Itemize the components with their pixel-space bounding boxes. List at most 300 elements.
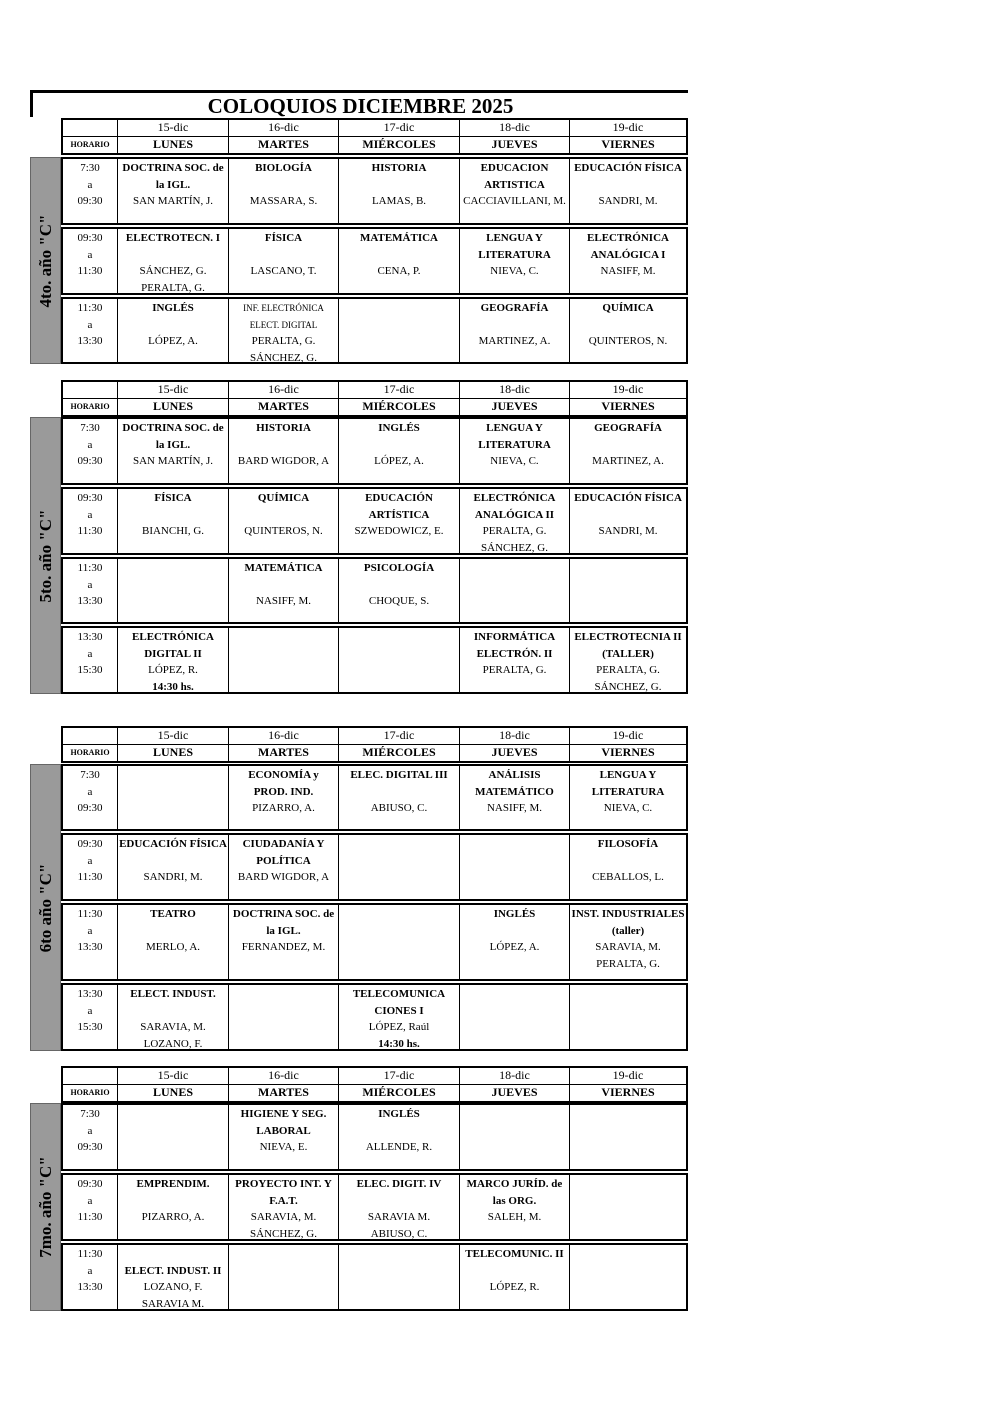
horario-label: HORARIO [70,1088,110,1097]
teacher-line: SARAVIA, M. [595,941,661,953]
year-label [30,157,61,364]
time-cell [63,489,117,553]
corner-cell [63,728,117,744]
teacher-line: MERLO, A. [145,941,201,953]
teacher-line: SANDRI, M. [598,195,658,207]
time-line: 11:30 [77,1211,103,1223]
teacher-line: FERNANDEZ, M. [241,941,326,953]
subject-line: FÍSICA [154,492,192,504]
teacher-line [339,784,459,801]
schedule-cell [117,419,228,483]
day-cell: MIÉRCOLES [338,1085,459,1101]
horario-label: HORARIO [70,402,110,411]
schedule-cell [338,159,459,223]
subject-line: DIGITAL II [144,647,202,660]
teacher-line: SAN MARTÍN, J. [132,195,213,207]
day-cell: VIERNES [569,399,686,415]
day-cell: JUEVES [459,745,569,761]
time-slot-row [61,1103,688,1171]
subject-line: PROYECTO INT. Y [235,1178,332,1190]
teacher-line [339,1123,459,1140]
subject-line: TELECOMUNICA [352,988,446,1000]
teacher-line: SAN MARTÍN, J. [132,455,213,467]
schedule-cell [228,489,338,553]
subject-line: FILOSOFÍA [597,838,659,850]
time-line: a [87,785,93,798]
subject-line: POLÍTICA [256,854,311,867]
subject-line: MARCO JURÍD. de [466,1178,563,1190]
time-slot-row [61,417,688,485]
schedule-cell [459,419,569,483]
day-cell: MARTES [228,137,338,153]
subject-line: EDUCACIÓN [365,492,433,504]
time-line: 09:30 [77,1178,103,1190]
time-line: a [87,578,93,591]
time-cell [63,835,117,899]
subject-line: ANALÓGICA I [590,248,666,261]
schedule-cell [117,559,228,622]
schedule-cell [569,1105,686,1169]
teacher-line [570,853,686,870]
schedule-cell [459,299,569,362]
subject-line: la IGL. [266,924,301,937]
schedule-cell [338,559,459,622]
time-line: a [87,248,93,261]
schedule-cell [228,766,338,829]
schedule-cell [228,1245,338,1309]
schedule-cell [338,628,459,692]
teacher-line: QUINTEROS, N. [588,335,668,347]
subject-line: ANÁLISIS [488,769,541,781]
teacher-line [118,247,228,264]
year-label-text: 7mo. año "C" [35,1156,55,1258]
time-slot-row [61,764,688,831]
schedule-cell [338,766,459,829]
subject-line: ELECTRÓN. II [476,647,553,660]
teacher-line [339,247,459,264]
schedule-cell [569,1175,686,1239]
date-cell: 18-dic [459,1068,569,1084]
schedule-cell [569,159,686,223]
teacher-line: NIEVA, C. [490,455,539,467]
subject-line: ELECTROTECN. I [125,232,221,244]
day-row [63,136,686,153]
date-row [63,1068,686,1084]
teacher-line [339,437,459,454]
subject-line: INFORMÁTICA [473,631,556,643]
schedule-cell [459,559,569,622]
year-label [30,417,61,694]
subject-line: FÍSICA [264,232,303,244]
time-cell [63,628,117,692]
schedule-cell [228,628,338,692]
teacher-line: LÓPEZ, R. [148,664,198,676]
schedule-cell [569,419,686,483]
teacher-line: CHOQUE, S. [368,595,430,607]
subject-line: INGLÉS [378,422,420,434]
teacher-line: SANDRI, M. [143,871,203,883]
teacher-line: NASIFF, M. [486,802,543,814]
time-slot-row [61,557,688,624]
date-cell: 19-dic [569,728,686,744]
date-cell: 15-dic [117,1068,228,1084]
subject-line: EDUCACION [480,162,549,174]
time-line: 7:30 [80,769,100,781]
subject-line: (TALLER) [602,647,654,660]
schedule-cell [117,229,228,293]
day-cell: MARTES [228,745,338,761]
teacher-line: PERALTA, G. [596,664,660,676]
teacher-line: NIEVA, E. [259,1141,308,1153]
teacher-line [118,853,228,870]
teacher-line [118,1003,228,1020]
teacher-line: CACCIAVILLANI, M. [463,195,566,207]
time-line: 13:30 [77,595,103,607]
teacher-line: SÁNCHEZ, G. [139,265,207,277]
schedule-cell [117,1105,228,1169]
time-line: 13:30 [77,631,103,643]
subject-line: TELECOMUNIC. II [465,1248,564,1260]
schedule-cell [228,985,338,1049]
day-cell: LUNES [117,745,228,761]
date-cell: 19-dic [569,382,686,398]
schedule-cell [459,1105,569,1169]
schedule-cell [338,1245,459,1309]
teacher-line [570,317,686,334]
day-cell: VIERNES [569,1085,686,1101]
subject-line: DOCTRINA SOC. de [232,908,335,920]
teacher-line: LOZANO, F. [143,1037,203,1049]
teacher-line [229,177,338,194]
schedule-cell [569,628,686,692]
subject-line: HISTORIA [256,422,311,434]
subject-line: TEATRO [150,908,196,920]
date-cell: 18-dic [459,728,569,744]
schedule-cell [459,628,569,692]
date-cell: 19-dic [569,1068,686,1084]
subject-line: LITERATURA [591,785,665,798]
time-cell [63,905,117,979]
date-row [63,728,686,744]
subject-line: EDUCACIÓN FÍSICA [119,838,227,850]
time-line: 11:30 [77,525,103,537]
teacher-line [570,507,686,524]
date-cell: 16-dic [228,1068,338,1084]
schedule-cell [569,905,686,979]
teacher-line [118,317,228,334]
corner-cell [63,382,117,398]
date-cell: 18-dic [459,382,569,398]
time-cell [63,419,117,483]
teacher-line: LASCANO, T. [250,265,317,277]
time-line: 09:30 [77,1141,103,1153]
day-cell: LUNES [117,1085,228,1101]
horario-label: HORARIO [70,140,110,149]
time-line: 11:30 [77,302,103,314]
schedule-cell [228,419,338,483]
header-table [61,118,688,155]
teacher-line: PERALTA, G. [251,335,316,347]
teacher-line: SARAVIA, M. [140,1021,206,1033]
time-line: a [87,318,93,331]
date-cell: 17-dic [338,382,459,398]
teacher-line: SZWEDOWICZ, E. [354,525,444,537]
time-line: a [87,1194,93,1207]
date-cell: 15-dic [117,382,228,398]
teacher-line: LÓPEZ, Raúl [368,1021,430,1033]
subject-line: CIONES I [374,1004,424,1017]
subject-line: EMPRENDIM. [136,1178,210,1190]
teacher-line [339,577,459,594]
day-cell: VIERNES [569,137,686,153]
teacher-line: BIANCHI, G. [141,525,205,537]
subject-line: MATEMÁTICA [359,232,438,244]
schedule-cell [569,985,686,1049]
schedule-cell [338,905,459,979]
schedule-cell [459,159,569,223]
teacher-line: CENA, P. [377,265,421,277]
horario-label: HORARIO [70,748,110,757]
time-line: 09:30 [77,802,103,814]
schedule-cell [459,766,569,829]
teacher-line: ABIUSO, C. [370,1227,428,1239]
subject-line: QUÍMICA [257,492,310,504]
schedule-cell [569,299,686,362]
teacher-line: CEBALLOS, L. [592,871,664,883]
year-label [30,764,61,1051]
day-cell: JUEVES [459,137,569,153]
subject-line: ELECTRÓNICA [587,232,669,244]
teacher-line [460,1263,569,1280]
subject-line: ELEC. DIGIT. IV [356,1178,442,1190]
year-label-text: 6to año "C" [35,863,55,952]
time-line: a [87,647,93,660]
schedule-cell [228,559,338,622]
subject-line: 14:30 hs. [378,1037,420,1049]
teacher-line: SÁNCHEZ, G. [250,1227,317,1239]
teacher-line [229,507,338,524]
teacher-line: SANDRI, M. [598,525,658,537]
subject-line: INGLÉS [493,908,536,920]
teacher-line: SÁNCHEZ, G. [250,351,317,362]
time-line: a [87,178,93,191]
schedule-cell [569,229,686,293]
time-line: a [87,924,93,937]
teacher-line [118,507,228,524]
teacher-line: ABIUSO, C. [370,802,428,814]
time-line: 7:30 [80,1108,100,1120]
time-line: 11:30 [77,265,103,277]
subject-line: ECONOMÍA y [248,769,319,781]
subject-line: GEOGRAFÍA [480,302,549,314]
schedule-cell [228,1105,338,1169]
teacher-line: LÓPEZ, A. [374,455,424,467]
day-row [63,398,686,415]
subject-line: ELECT. INDUST. [130,988,216,1000]
subject-line: INGLÉS [378,1108,420,1120]
subject-line: CIUDADANÍA Y [242,838,325,850]
schedule-cell [569,489,686,553]
day-cell: MARTES [228,1085,338,1101]
teacher-line [339,177,459,194]
date-cell: 17-dic [338,728,459,744]
day-cell: MARTES [228,399,338,415]
schedule-cell [338,835,459,899]
teacher-line: QUINTEROS, N. [244,525,323,537]
schedule-cell [459,1175,569,1239]
teacher-line: INF. ELECTRÓNICA [243,303,324,313]
time-slot-row [61,1243,688,1311]
subject-line: LENGUA Y [486,232,543,244]
teacher-line [339,1193,459,1210]
day-cell: LUNES [117,137,228,153]
subject-line: ELEC. DIGITAL III [350,769,448,781]
time-slot-row [61,903,688,981]
time-line: 13:30 [77,1281,103,1293]
teacher-line: LOZANO, F. [143,1281,203,1293]
time-line: a [87,1264,93,1277]
subject-line: ARTÍSTICA [368,508,430,521]
date-cell: 19-dic [569,120,686,136]
subject-line: BIOLOGÍA [255,162,312,174]
schedule-cell [117,159,228,223]
teacher-line: NIEVA, C. [603,802,653,814]
schedule-cell [338,299,459,362]
subject-line: MATEMÁTICO [475,785,554,798]
subject-line: INGLÉS [152,302,194,314]
teacher-line: PIZARRO, A. [252,802,315,814]
subject-line: LITERATURA [478,248,551,261]
time-line: 7:30 [80,162,100,174]
schedule-cell [459,489,569,553]
teacher-line [570,177,686,194]
schedule-cell [569,766,686,829]
time-slot-row [61,487,688,555]
schedule-cell [338,1105,459,1169]
date-row [63,382,686,398]
time-cell [63,159,117,223]
date-row [63,120,686,136]
teacher-line: LAMAS, B. [371,195,427,207]
time-line: 15:30 [77,664,103,676]
date-cell: 16-dic [228,382,338,398]
time-line: 7:30 [80,422,100,434]
schedule-cell [117,905,228,979]
subject-line: ELECTRÓNICA [132,631,214,643]
schedule-cell [459,229,569,293]
teacher-line: SÁNCHEZ, G. [481,541,548,553]
header-table [61,380,688,417]
time-line: 09:30 [77,492,103,504]
subject-line: 14:30 hs. [152,680,194,692]
subject-line: HISTORIA [371,162,427,174]
schedule-cell [117,1245,228,1309]
schedule-cell [338,419,459,483]
subject-line: la IGL. [155,178,191,191]
teacher-line: PERALTA, G. [596,957,660,970]
teacher-line: SARAVIA M. [141,1297,205,1309]
day-cell: MIÉRCOLES [338,745,459,761]
schedule-cell [117,835,228,899]
day-cell: JUEVES [459,399,569,415]
date-cell: 15-dic [117,120,228,136]
time-line: 09:30 [77,838,103,850]
year-label [30,1103,61,1311]
schedule-cell [569,559,686,622]
teacher-line: SARAVIA M. [367,1211,431,1223]
schedule-cell [569,1245,686,1309]
subject-line: las ORG. [492,1194,537,1207]
teacher-line: NASIFF, M. [255,595,312,607]
teacher-line: SARAVIA, M. [250,1211,317,1223]
subject-line: INST. INDUSTRIALES [571,908,685,920]
teacher-line: LÓPEZ, R. [489,1281,540,1293]
time-slot-row [61,227,688,295]
time-line: a [87,1004,93,1017]
date-cell: 17-dic [338,120,459,136]
subject-line: ARTISTICA [484,178,545,191]
schedule-cell [117,1175,228,1239]
time-slot-row [61,1173,688,1241]
corner-cell [63,1068,117,1084]
schedule-cell [338,489,459,553]
subject-line: DOCTRINA SOC. de [122,422,224,434]
subject-line: EDUCACIÓN FÍSICA [574,492,682,504]
corner-cell [63,120,117,136]
day-cell: JUEVES [459,1085,569,1101]
schedule-cell [117,766,228,829]
teacher-line [229,437,338,454]
time-cell [63,559,117,622]
subject-line: MATEMÁTICA [244,562,323,574]
time-cell [63,766,117,829]
schedule-cell [228,1175,338,1239]
schedule-cell [228,835,338,899]
time-cell [63,229,117,293]
day-cell: VIERNES [569,745,686,761]
teacher-line: PERALTA, G. [482,525,547,537]
subject-line: PSICOLOGÍA [363,562,435,574]
time-slot-row [61,297,688,364]
day-cell: MIÉRCOLES [338,137,459,153]
schedule-cell [117,628,228,692]
year-label-text: 5to. año "C" [35,508,55,603]
time-line: a [87,1124,93,1137]
teacher-line: ELECT. DIGITAL [249,319,318,330]
time-line: 13:30 [77,941,103,953]
date-cell: 16-dic [228,728,338,744]
time-slot-row [61,157,688,225]
schedule-cell [338,985,459,1049]
schedule-cell [338,229,459,293]
schedule-cell [459,1245,569,1309]
header-table [61,726,688,763]
time-cell [63,1105,117,1169]
schedule-cell [117,985,228,1049]
schedule-cell [459,985,569,1049]
teacher-line: PIZARRO, A. [141,1211,205,1223]
time-line: a [87,508,93,521]
time-line: 11:30 [77,908,103,920]
time-line: 11:30 [77,562,103,574]
teacher-line: ALLENDE, R. [365,1141,433,1153]
subject-line: HIGIENE Y SEG. [240,1108,327,1120]
time-cell [63,1175,117,1239]
teacher-line: SALEH, M. [487,1211,542,1223]
schedule-cell [228,299,338,362]
time-cell [63,985,117,1049]
subject-line: (taller) [611,924,645,937]
